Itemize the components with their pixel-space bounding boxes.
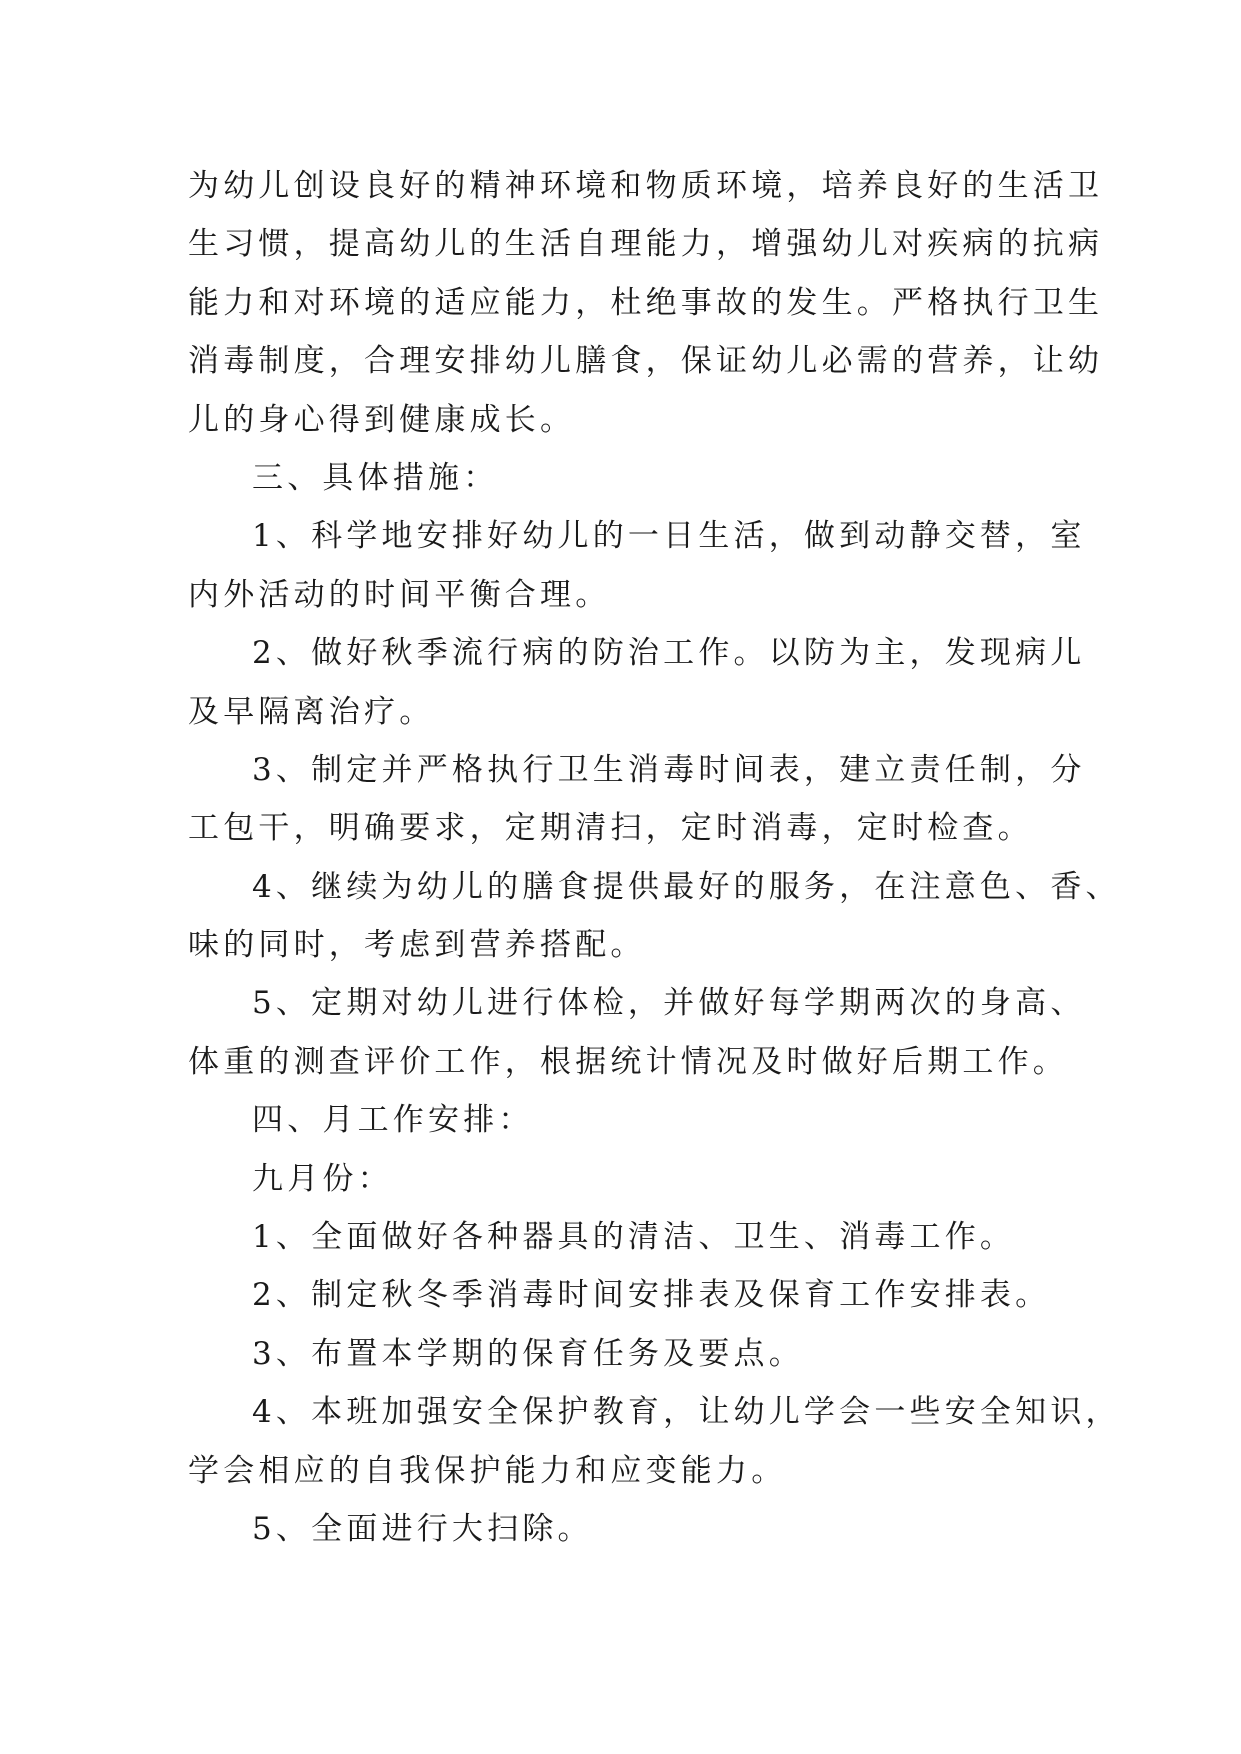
- text-line: 三、具体措施：: [252, 459, 499, 496]
- text-line: 2、做好秋季流行病的防治工作。以防为主，发现病儿: [252, 635, 1086, 672]
- text-line: 四、月工作安排：: [252, 1102, 534, 1139]
- text-line: 1、科学地安排好幼儿的一日生活，做到动静交替，室: [252, 518, 1086, 555]
- text-line: 能力和对环境的适应能力，杜绝事故的发生。严格执行卫生: [188, 284, 1104, 321]
- text-line: 为幼儿创设良好的精神环境和物质环境，培养良好的生活卫: [188, 168, 1104, 204]
- document-body: [188, 157, 1121, 1558]
- text-line: 内外活动的时间平衡合理。: [188, 576, 611, 613]
- text-line: 九月份：: [252, 1160, 393, 1197]
- text-line: 5、定期对幼儿进行体检，并做好每学期两次的身高、: [252, 985, 1086, 1022]
- text-line: 4、本班加强安全保护教育，让幼儿学会一些安全知识，: [252, 1394, 1121, 1431]
- text-line: 3、布置本学期的保育任务及要点。: [252, 1335, 804, 1372]
- text-line: 儿的身心得到健康成长。: [188, 401, 576, 438]
- text-line: 4、继续为幼儿的膳食提供最好的服务，在注意色、香、: [252, 868, 1121, 905]
- text-line: 及早隔离治疗。: [188, 693, 435, 730]
- text-line: 2、制定秋冬季消毒时间安排表及保育工作安排表。: [252, 1277, 1051, 1314]
- text-line: 味的同时，考虑到营养搭配。: [188, 927, 646, 964]
- text-line: 3、制定并严格执行卫生消毒时间表，建立责任制，分: [252, 751, 1086, 788]
- text-line: 生习惯，提高幼儿的生活自理能力，增强幼儿对疾病的抗病: [188, 226, 1104, 263]
- text-line: 消毒制度，合理安排幼儿膳食，保证幼儿必需的营养，让幼: [188, 343, 1104, 380]
- text-line: 5、全面进行大扫除。: [252, 1510, 593, 1547]
- text-line: 体重的测查评价工作，根据统计情况及时做好后期工作。: [188, 1043, 1068, 1080]
- text-line: 工包干，明确要求，定期清扫，定时消毒，定时检查。: [188, 810, 1033, 847]
- text-line: 1、全面做好各种器具的清洁、卫生、消毒工作。: [252, 1219, 1016, 1256]
- text-line: 学会相应的自我保护能力和应变能力。: [188, 1452, 787, 1489]
